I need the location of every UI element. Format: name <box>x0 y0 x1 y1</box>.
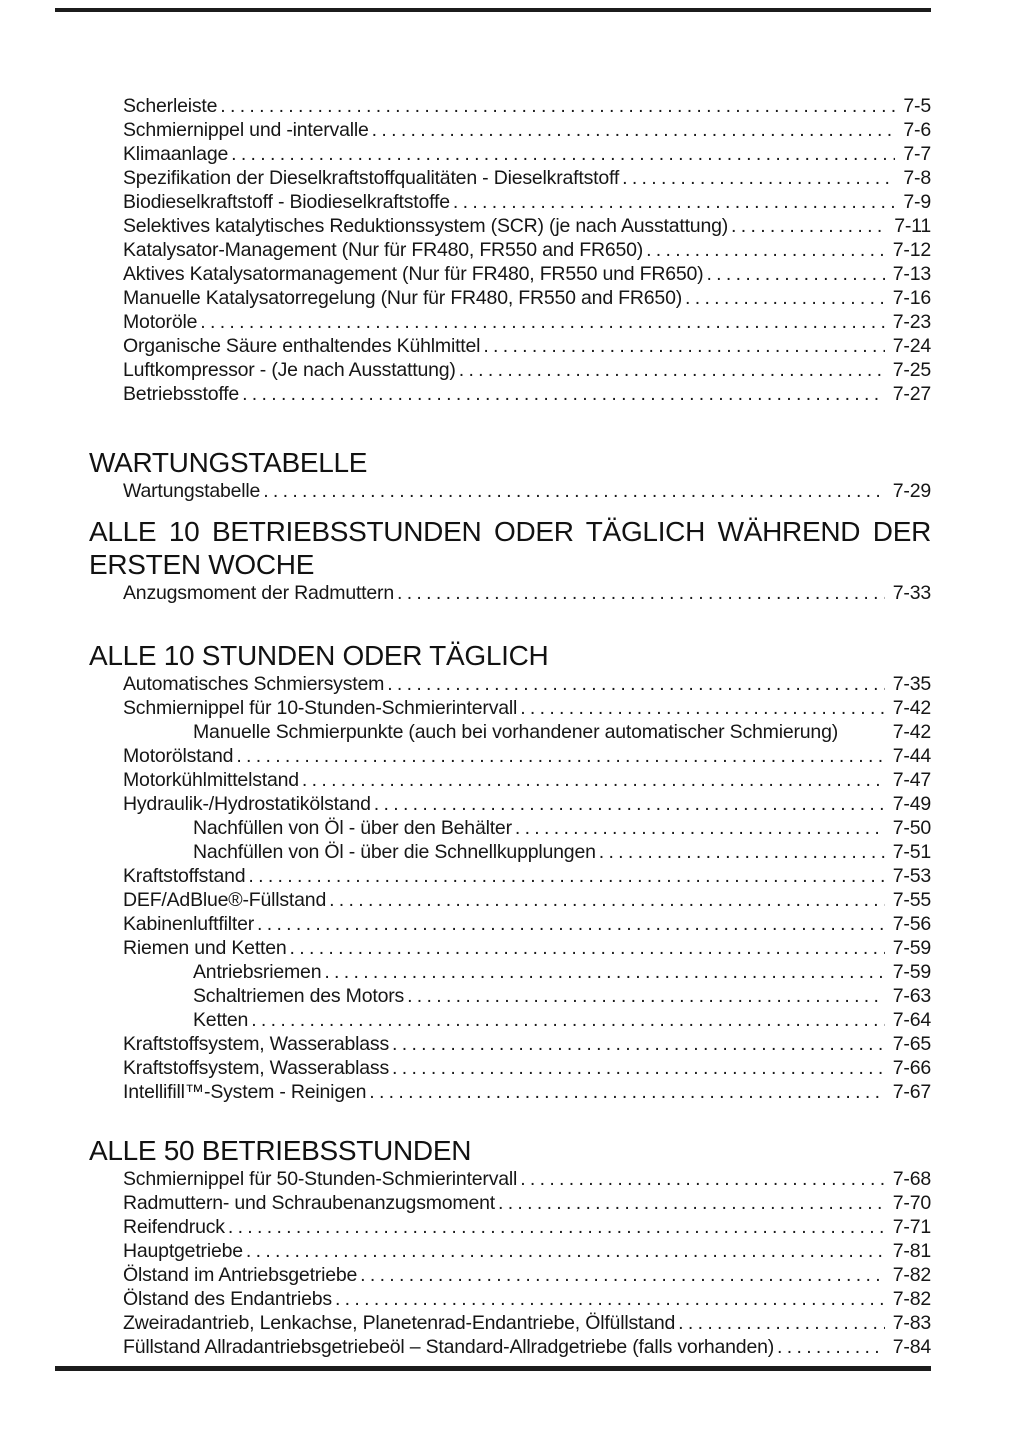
toc-entry-label: Radmuttern- und Schraubenanzugsmoment <box>123 1192 495 1214</box>
page-number: 7-83 <box>892 1312 931 1334</box>
toc-entry-label: Schmiernippel für 50-Stunden-Schmierintervall <box>123 1168 518 1190</box>
page-number: 7-23 <box>892 311 931 333</box>
dot-leader <box>335 1287 885 1311</box>
page-number: 7-49 <box>892 793 931 815</box>
toc-entry-row <box>123 912 931 936</box>
page-number: 7-9 <box>903 191 931 213</box>
toc-section <box>89 515 931 605</box>
page-number: 7-6 <box>903 119 931 141</box>
dot-leader <box>520 1167 885 1191</box>
section-heading-line: WARTUNGSTABELLE <box>89 447 368 478</box>
dot-leader <box>231 142 895 166</box>
dot-leader <box>200 310 884 334</box>
toc-entry-label: Kraftstoffsystem, Wasserablass <box>123 1057 390 1079</box>
toc-entry-row <box>123 238 931 262</box>
dot-leader <box>706 262 884 286</box>
toc <box>89 94 931 1359</box>
toc-entry-label: Aktives Katalysatormanagement (Nur für FR480, FR550 und FR650) <box>123 263 704 285</box>
toc-entry-row <box>123 1311 931 1335</box>
toc-entry-row <box>123 94 931 118</box>
toc-entry-label: Kraftstoffstand <box>123 865 246 887</box>
toc-entry-label: Nachfüllen von Öl - über den Behälter <box>193 817 512 839</box>
dot-leader <box>387 672 885 696</box>
toc-section <box>89 94 931 406</box>
page-number: 7-12 <box>892 239 931 261</box>
dot-leader <box>263 479 885 503</box>
section-heading-line: ALLE 10 BETRIEBSSTUNDEN ODER TÄGLICH WÄHREND DER <box>89 516 931 547</box>
page-number: 7-42 <box>892 721 931 743</box>
toc-entry-label: Schmiernippel für 10-Stunden-Schmierintervall <box>123 697 518 719</box>
toc-entry-row <box>123 166 931 190</box>
dot-leader <box>392 1032 885 1056</box>
toc-entry-label: Zweiradantrieb, Lenkachse, Planetenrad-Endantriebe, Ölfüllstand <box>123 1312 676 1334</box>
toc-entry-label: Katalysator-Management (Nur für FR480, FR550 and FR650) <box>123 239 644 261</box>
toc-entry-row <box>123 190 931 214</box>
toc-entry-row <box>123 1056 931 1080</box>
dot-leader <box>459 358 885 382</box>
page-number: 7-27 <box>892 383 931 405</box>
toc-entry-label: Riemen und Ketten <box>123 937 287 959</box>
toc-entry-label: Antriebsriemen <box>193 961 322 983</box>
toc-entry-row <box>123 262 931 286</box>
toc-entry-label: Betriebsstoffe <box>123 383 240 405</box>
page-number: 7-82 <box>892 1288 931 1310</box>
toc-entry-label: DEF/AdBlue®-Füllstand <box>123 889 327 911</box>
toc-entry-row <box>123 1215 931 1239</box>
dot-leader <box>678 1311 885 1335</box>
dot-leader <box>646 238 885 262</box>
page-number: 7-68 <box>892 1168 931 1190</box>
page-number: 7-53 <box>892 865 931 887</box>
page-number: 7-59 <box>892 961 931 983</box>
toc-entry-row <box>123 581 931 605</box>
dot-leader <box>515 816 885 840</box>
dot-leader <box>599 840 885 864</box>
page-number: 7-13 <box>892 263 931 285</box>
dot-leader <box>483 334 884 358</box>
dot-leader <box>329 888 885 912</box>
toc-entry-label: Motoröle <box>123 311 198 333</box>
toc-entry-row <box>123 1080 931 1104</box>
toc-entry-row <box>123 382 931 406</box>
toc-section <box>89 639 931 1104</box>
page-number: 7-44 <box>892 745 931 767</box>
toc-entry-label: Ölstand des Endantriebs <box>123 1288 332 1310</box>
toc-entry-label: Manuelle Katalysatorregelung (Nur für FR480, FR550 and FR650) <box>123 287 683 309</box>
toc-entry-row <box>123 214 931 238</box>
page-number: 7-55 <box>892 889 931 911</box>
toc-entry-row <box>123 1167 931 1191</box>
page-number: 7-71 <box>892 1216 931 1238</box>
section-heading <box>89 1134 931 1167</box>
page-number: 7-5 <box>903 95 931 117</box>
toc-entry-label: Schaltriemen des Motors <box>193 985 405 1007</box>
toc-entry-row <box>193 1008 931 1032</box>
dot-leader <box>251 1008 885 1032</box>
dot-leader <box>498 1191 885 1215</box>
toc-entry-row <box>123 334 931 358</box>
toc-entry-row <box>123 792 931 816</box>
toc-entry-row <box>123 936 931 960</box>
toc-entry-row <box>193 720 931 744</box>
page-number: 7-47 <box>892 769 931 791</box>
toc-entry-label: Schmiernippel und -intervalle <box>123 119 369 141</box>
toc-entry-label: Automatisches Schmiersystem <box>123 673 385 695</box>
page-number: 7-56 <box>892 913 931 935</box>
page-number: 7-33 <box>892 582 931 604</box>
dot-leader <box>369 1080 885 1104</box>
toc-entry-label: Ketten <box>193 1009 249 1031</box>
dot-leader <box>372 118 896 142</box>
toc-entry-row <box>123 744 931 768</box>
page-number: 7-24 <box>892 335 931 357</box>
toc-entry-row <box>123 1191 931 1215</box>
section-heading <box>89 446 931 479</box>
page-number: 7-29 <box>892 480 931 502</box>
toc-entry-label: Spezifikation der Dieselkraftstoffqualitäten - Dieselkraftstoff <box>123 167 620 189</box>
section-heading-line: ERSTEN WOCHE <box>89 549 315 580</box>
dot-leader <box>257 912 885 936</box>
page-number: 7-82 <box>892 1264 931 1286</box>
toc-entry-label: Scherleiste <box>123 95 218 117</box>
toc-entry-label: Manuelle Schmierpunkte (auch bei vorhandener automatischer Schmierung) <box>193 721 839 743</box>
toc-entry-label: Reifendruck <box>123 1216 225 1238</box>
toc-section <box>89 446 931 503</box>
toc-entry-label: Motorkühlmittelstand <box>123 769 299 791</box>
dot-leader <box>242 382 885 406</box>
top-rule <box>55 8 931 12</box>
toc-entry-label: Nachfüllen von Öl - über die Schnellkupplungen <box>193 841 596 863</box>
toc-entry-label: Motorölstand <box>123 745 234 767</box>
page-number: 7-51 <box>892 841 931 863</box>
toc-entry-row <box>123 1239 931 1263</box>
dot-leader <box>302 768 885 792</box>
toc-entry-row <box>193 840 931 864</box>
dot-leader <box>228 1215 885 1239</box>
dot-leader <box>248 864 884 888</box>
toc-entry-row <box>123 118 931 142</box>
dot-leader <box>407 984 885 1008</box>
toc-entry-row <box>123 768 931 792</box>
toc-entry-label: Luftkompressor - (Je nach Ausstattung) <box>123 359 456 381</box>
toc-entry-label: Füllstand Allradantriebsgetriebeöl – Standard-Allradgetriebe (falls vorhanden) <box>123 1336 775 1358</box>
toc-entry-label: Klimaanlage <box>123 143 229 165</box>
toc-entry-row <box>123 888 931 912</box>
toc-entry-row <box>123 310 931 334</box>
page-number: 7-67 <box>892 1081 931 1103</box>
page-number: 7-7 <box>903 143 931 165</box>
dot-leader <box>236 744 884 768</box>
dot-leader <box>520 696 885 720</box>
toc-entry-label: Selektives katalytisches Reduktionssystem (SCR) (je nach Ausstattung) <box>123 215 729 237</box>
toc-section <box>89 1134 931 1359</box>
toc-entry-row <box>123 672 931 696</box>
dot-leader <box>453 190 896 214</box>
toc-entry-label: Wartungstabelle <box>123 480 261 502</box>
toc-entry-row <box>123 142 931 166</box>
page-number: 7-8 <box>903 167 931 189</box>
toc-entry-row <box>123 864 931 888</box>
toc-entry-label: Organische Säure enthaltendes Kühlmittel <box>123 335 481 357</box>
page-number: 7-25 <box>892 359 931 381</box>
page-number: 7-66 <box>892 1057 931 1079</box>
dot-leader <box>374 792 885 816</box>
toc-entry-row <box>123 479 931 503</box>
section-heading-line: ALLE 50 BETRIEBSSTUNDEN <box>89 1135 472 1166</box>
toc-entry-label: Hauptgetriebe <box>123 1240 243 1262</box>
dot-leader <box>397 581 885 605</box>
page-number: 7-70 <box>892 1192 931 1214</box>
dot-leader <box>246 1239 885 1263</box>
toc-entry-row <box>123 1263 931 1287</box>
page-number: 7-16 <box>892 287 931 309</box>
dot-leader <box>392 1056 885 1080</box>
toc-entry-row <box>193 816 931 840</box>
toc-entry-row <box>193 984 931 1008</box>
section-heading-line: ALLE 10 STUNDEN ODER TÄGLICH <box>89 640 549 671</box>
dot-leader <box>324 960 884 984</box>
toc-entry-row <box>193 960 931 984</box>
toc-entry-row <box>123 358 931 382</box>
page-number: 7-65 <box>892 1033 931 1055</box>
page-number: 7-35 <box>892 673 931 695</box>
dot-leader <box>220 94 895 118</box>
toc-entry-label: Hydraulik-/Hydrostatikölstand <box>123 793 371 815</box>
page-number: 7-81 <box>892 1240 931 1262</box>
toc-entry-row <box>123 286 931 310</box>
toc-entry-label: Intellifill™-System - Reinigen <box>123 1081 367 1103</box>
dot-leader <box>290 936 885 960</box>
toc-entry-label: Anzugsmoment der Radmuttern <box>123 582 394 604</box>
bottom-rule <box>55 1366 931 1371</box>
page-number: 7-42 <box>892 697 931 719</box>
page-number: 7-64 <box>892 1009 931 1031</box>
toc-entry-label: Ölstand im Antriebsgetriebe <box>123 1264 358 1286</box>
page-number: 7-11 <box>894 215 931 237</box>
toc-entry-row <box>123 1335 931 1359</box>
section-heading <box>89 639 931 672</box>
toc-entry-row <box>123 1032 931 1056</box>
page-number: 7-63 <box>892 985 931 1007</box>
page-number: 7-50 <box>892 817 931 839</box>
dot-leader <box>360 1263 885 1287</box>
toc-entry-row <box>123 1287 931 1311</box>
toc-entry-label: Kabinenluftfilter <box>123 913 255 935</box>
toc-entry-row <box>123 696 931 720</box>
page-number: 7-59 <box>892 937 931 959</box>
dot-leader <box>731 214 886 238</box>
toc-entry-label: Biodieselkraftstoff - Biodieselkraftstoffe <box>123 191 450 213</box>
toc-entry-label: Kraftstoffsystem, Wasserablass <box>123 1033 390 1055</box>
dot-leader <box>685 286 885 310</box>
page-number: 7-84 <box>892 1336 931 1358</box>
dot-leader <box>777 1335 885 1359</box>
section-heading <box>89 515 931 581</box>
dot-leader <box>622 166 895 190</box>
